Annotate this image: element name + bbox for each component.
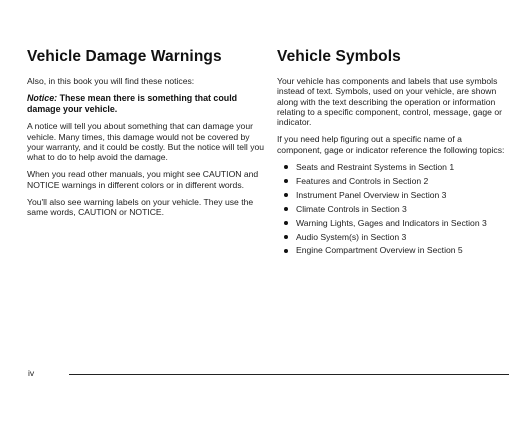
bullet-icon: [284, 207, 288, 211]
topics-list: [277, 162, 509, 256]
bullet-icon: [284, 193, 288, 197]
bullet-icon: [284, 249, 288, 253]
notice-block: [27, 93, 265, 114]
left-column: [27, 48, 265, 225]
vehicle-damage-warnings-heading: Vehicle Damage Warnings: [27, 48, 222, 65]
other-manuals-paragraph: When you read other manuals, you might see CAUTION and NOTICE warnings in different colors or in different words.: [27, 169, 259, 190]
list-item: Engine Compartment Overview in Section 5: [277, 245, 509, 255]
page-number: iv: [28, 368, 35, 378]
topics-intro-paragraph: If you need help figuring out a specific name of a component, gage or indicator reference the following topics:: [277, 134, 505, 155]
bullet-icon: [284, 179, 288, 183]
list-item: Warning Lights, Gages and Indicators in Section 3: [277, 218, 509, 228]
notice-text: These mean there is something that could damage your vehicle.: [27, 93, 238, 114]
intro-paragraph: Also, in this book you will find these notices:: [27, 76, 195, 86]
list-item: Audio System(s) in Section 3: [277, 232, 509, 242]
bullet-icon: [284, 221, 288, 225]
list-item: Features and Controls in Section 2: [277, 176, 509, 186]
notice-explanation-paragraph: A notice will tell you about something that can damage your vehicle. Many times, this damage would not be covered by your warranty, and it could be costly. But the notice will tell you what to do to help avoid the damage.: [27, 121, 265, 163]
notice-label: Notice:: [27, 93, 58, 104]
right-column: [277, 48, 509, 259]
vehicle-symbols-heading: Vehicle Symbols: [277, 48, 401, 65]
list-item: Instrument Panel Overview in Section 3: [277, 190, 509, 200]
symbols-paragraph: Your vehicle has components and labels that use symbols instead of text. Symbols, used on your vehicle, are shown along with the text describing the operation or information relating to a specific component, control, message, gage or indicator.: [277, 76, 502, 128]
footer-divider: [69, 374, 509, 375]
list-item: Climate Controls in Section 3: [277, 204, 509, 214]
list-item: Seats and Restraint Systems in Section 1: [277, 162, 509, 172]
bullet-icon: [284, 235, 288, 239]
warning-labels-paragraph: You'll also see warning labels on your vehicle. They use the same words, CAUTION or NOTICE.: [27, 197, 254, 218]
bullet-icon: [284, 165, 288, 169]
